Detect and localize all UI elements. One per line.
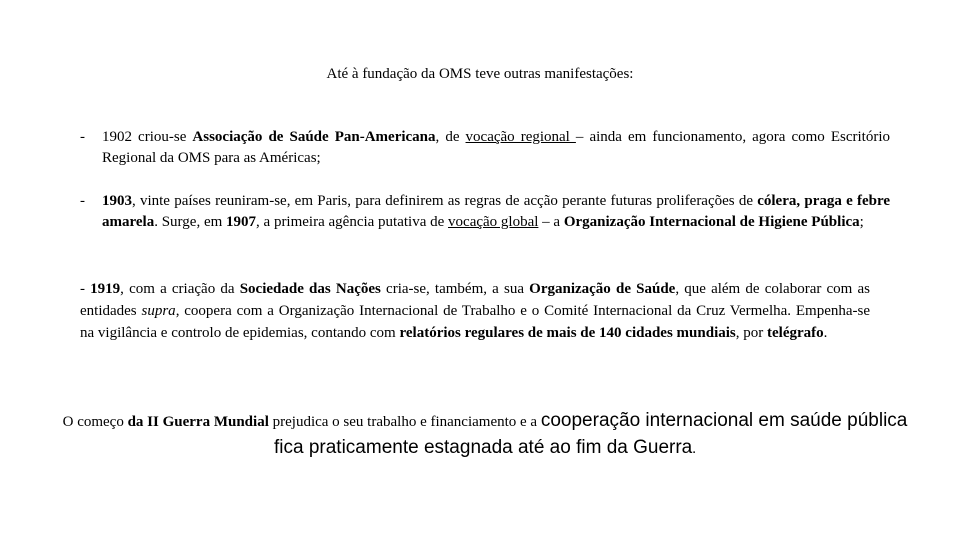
closing-paragraph (60, 408, 910, 462)
text-run: 1902 criou-se (102, 129, 193, 145)
bullet-1903 (80, 191, 890, 233)
text-run: , que além de colaborar com as entidades (80, 281, 870, 319)
text-run: – ainda em funcionamento, agora como Escritório Regional da OMS para as Américas; (102, 129, 890, 166)
underlined-text: vocação regional (465, 129, 576, 145)
text-run: ; (859, 214, 864, 230)
bold-text: 1907 (226, 214, 257, 230)
text-run: , de (435, 129, 466, 145)
bold-text: Sociedade das Nações (239, 281, 381, 297)
bold-text: 1903 (102, 193, 132, 209)
bold-text: da II Guerra Mundial (127, 414, 269, 430)
bold-text: Organização de Saúde (529, 281, 676, 297)
bullet-dash: - (80, 129, 85, 145)
bold-text: Associação de Saúde Pan-Americana (192, 129, 436, 145)
slide-title: Até à fundação da OMS teve outras manifestações: (326, 66, 634, 82)
text-run: prejudica o seu trabalho e financiamento e a (268, 414, 541, 430)
italic-text: supra (141, 303, 176, 319)
bullet-1903-text (102, 191, 890, 233)
bold-text: Organização Internacional de Higiene Pública (563, 214, 860, 230)
bullet-dash: - (80, 193, 85, 209)
bold-text: cólera, praga e febre amarela (102, 193, 890, 230)
large-text: cooperação internacional em saúde pública fica praticamente estagnada até ao fim da Guerra (274, 410, 908, 458)
text-run: – a (538, 214, 564, 230)
text-run: - (80, 281, 91, 297)
paragraph-1919 (80, 278, 870, 344)
text-run: , vinte países reuniram-se, em Paris, para definirem as regras de acção perante futuras proliferações de (132, 193, 758, 209)
text-run: , com a criação da (120, 281, 240, 297)
bold-text: 1919 (90, 281, 121, 297)
underlined-text: vocação global (448, 214, 539, 230)
bullet-1902-text (102, 127, 890, 169)
bold-text: telégrafo (767, 325, 824, 341)
text-run: , por (735, 325, 767, 341)
text-run: cria-se, também, a sua (380, 281, 530, 297)
text-run: , a primeira agência putativa de (256, 214, 449, 230)
text-run: . Surge, em (154, 214, 227, 230)
bold-text: relatórios regulares de mais de 140 cidades mundiais (399, 325, 736, 341)
text-run: . (692, 441, 696, 457)
text-run: . (823, 325, 828, 341)
bullet-1902 (80, 127, 890, 169)
text-run: , coopera com a Organização Internacional de Trabalho e o Comité Internacional da Cruz Vermelha. Empenha-se na vigilância e controlo de epidemias, contando com (80, 303, 871, 341)
text-run: O começo (62, 414, 128, 430)
